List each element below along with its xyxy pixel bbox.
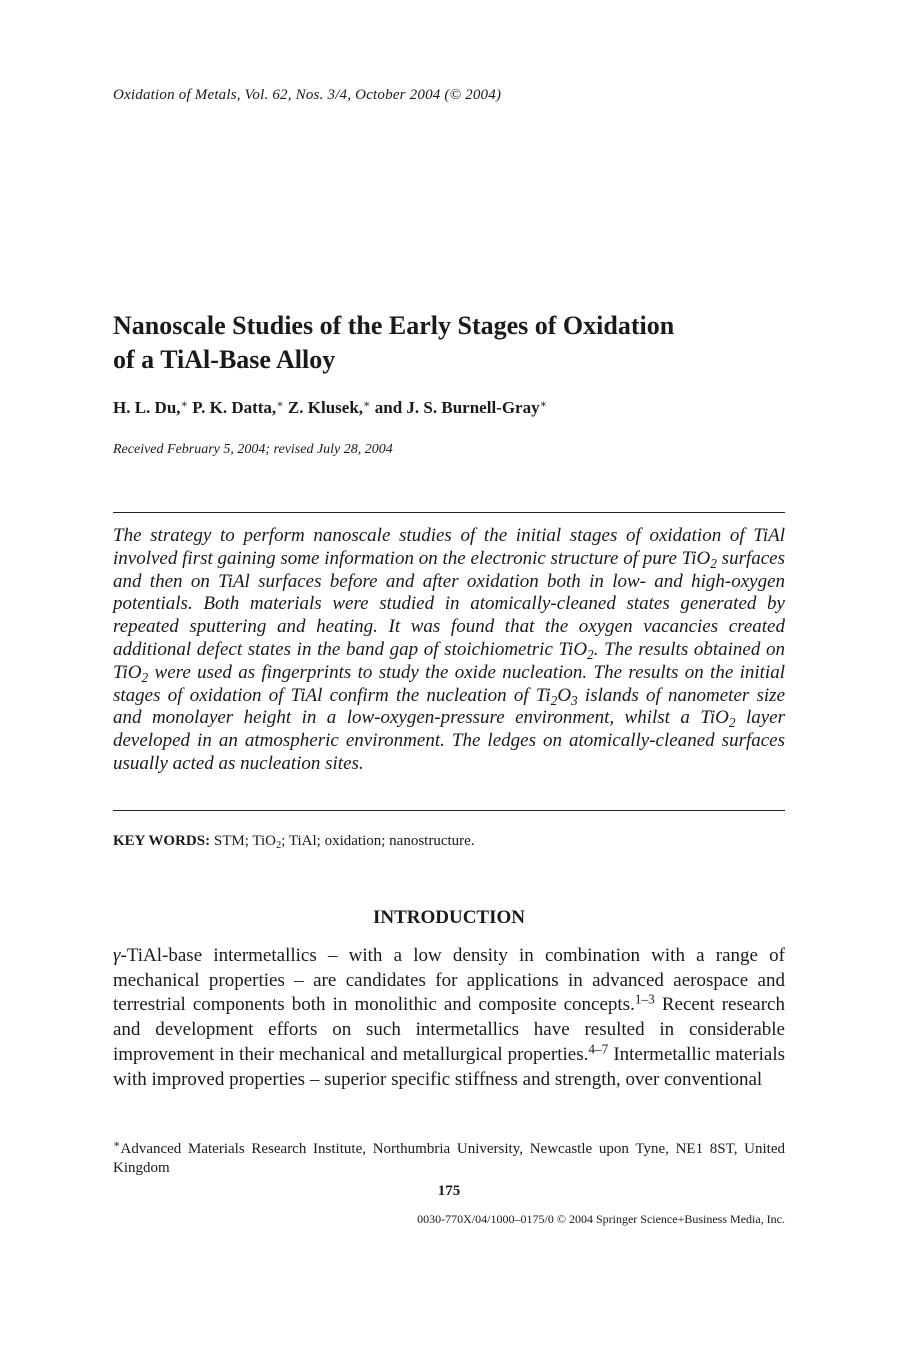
citation-ref: 1–3: [634, 991, 655, 1007]
author-affiliation-mark: ∗: [276, 398, 284, 411]
author-affiliation-mark: ∗: [539, 398, 548, 411]
abstract-top-rule: [113, 512, 785, 513]
journal-citation: Oxidation of Metals, Vol. 62, Nos. 3/4, October 2004 (© 2004): [113, 87, 502, 103]
keywords: KEY WORDS: STM; TiO$_2$; TiAl; oxidation; nanostructure.: [113, 833, 475, 852]
title-line-2: of a TiAl-Base Alloy: [113, 345, 336, 374]
citation-ref: 4–7: [588, 1041, 609, 1057]
introduction-paragraph: γ-TiAl-base intermetallics – with a low density in combination with a range of mechanical properties – are candidates for applications in advanced aerospace and terrestrial components both in monolithic and composite concepts.$^{1-3}$ Recent research and development efforts on such intermetallics have resulted in considerable improvement in their mechanical and metallurgical properties.$^{4-7}$ Intermetallic materials with improved properties – superior specific stiffness and strength, over conventional: [113, 945, 785, 1090]
abstract-bottom-rule: [113, 810, 785, 811]
author: P. K. Datta,: [192, 398, 277, 417]
author: Z. Klusek,: [287, 398, 364, 417]
abstract: The strategy to perform nanoscale studies of the initial stages of oxidation of TiAl involved first gaining some information on the electronic structure of pure TiO$_2$ surfaces and then on TiAl surfaces before and after oxidation both in low- and high-oxygen potentials. Both materials were studied in atomically-cleaned states generated by repeated sputtering and heating. It was found that the oxygen vacancies created additional defect states in the band gap of stoichiometric TiO$_2$. The results obtained on TiO$_2$ were used as fingerprints to study the oxide nucleation. The results on the initial stages of oxidation of TiAl confirm the nucleation of $Ti_2O_3$ islands of nanometer size and monolayer height in a low-oxygen-pressure environment, whilst a TiO$_2$ layer developed in an atmospheric environment. The ledges on atomically-cleaned surfaces usually acted as nucleation sites.: [113, 525, 786, 774]
page-number: 175: [437, 1183, 461, 1199]
title-line-1: Nanoscale Studies of the Early Stages of Oxidation: [113, 311, 675, 340]
affiliation-footnote: ∗Advanced Materials Research Institute, Northumbria University, Newcastle upon Tyne, NE1 8ST, United Kingdom: [113, 1138, 785, 1176]
paper-title: [113, 309, 785, 377]
author-affiliation-mark: ∗: [363, 398, 371, 411]
received-dates: Received February 5, 2004; revised July 28, 2004: [113, 442, 393, 457]
keywords-label: KEY WORDS:: [113, 833, 211, 849]
author-affiliation-mark: ∗: [180, 398, 189, 411]
author: H. L. Du,: [113, 398, 181, 417]
author-list: [113, 398, 547, 418]
section-heading-introduction: INTRODUCTION: [372, 907, 526, 928]
author: and J. S. Burnell-Gray: [374, 398, 540, 417]
copyright-line: 0030-770X/04/1000–0175/0 © 2004 Springer Science+Business Media, Inc.: [417, 1212, 785, 1226]
